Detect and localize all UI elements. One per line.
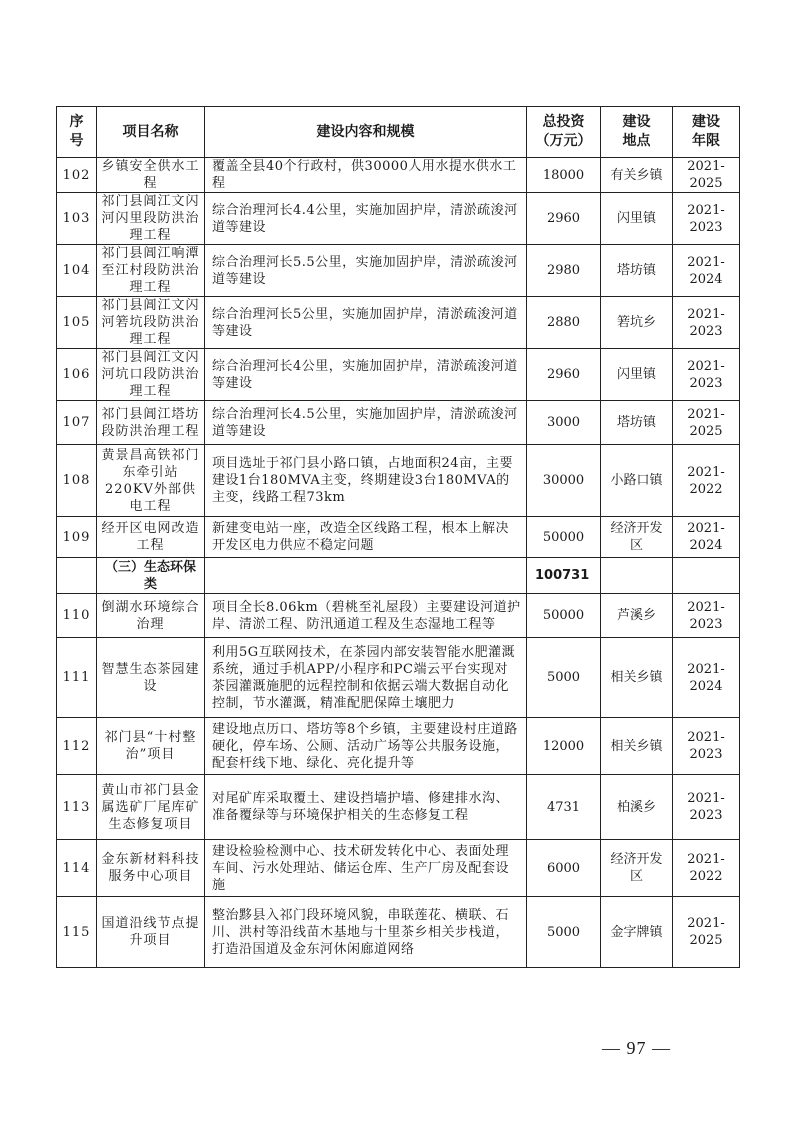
row-investment: 4731 — [527, 775, 601, 840]
category-empty-cell — [57, 558, 97, 594]
row-years: 2021-2023 — [673, 594, 740, 638]
row-name: 乡镇安全供水工程 — [97, 158, 205, 193]
row-years: 2021-2024 — [673, 245, 740, 297]
category-empty-cell — [601, 558, 673, 594]
row-content: 综合治理河长4.4公里，实施加固护岸，清淤疏浚河道等建设 — [205, 193, 527, 245]
row-years: 2021-2022 — [673, 445, 740, 517]
row-investment: 3000 — [527, 401, 601, 445]
table-header-row — [57, 107, 740, 158]
table-row — [57, 517, 740, 558]
row-seq: 115 — [57, 897, 97, 968]
header-name: 项目名称 — [97, 107, 205, 158]
row-content: 项目全长8.06km（碧桃至礼屋段）主要建设河道护岸、清淤工程、防汛通道工程及生态湿地工程等 — [205, 594, 527, 638]
row-name: 金东新材料科技服务中心项目 — [97, 840, 205, 897]
project-table — [56, 106, 740, 968]
row-location: 芦溪乡 — [601, 594, 673, 638]
row-location: 金字牌镇 — [601, 897, 673, 968]
row-name: 黄景昌高铁祁门东牵引站220KV外部供电工程 — [97, 445, 205, 517]
row-seq: 112 — [57, 718, 97, 775]
row-years: 2021-2023 — [673, 297, 740, 349]
row-investment: 5000 — [527, 638, 601, 718]
row-content: 综合治理河长5公里，实施加固护岸，清淤疏浚河道等建设 — [205, 297, 527, 349]
header-seq: 序 号 — [57, 107, 97, 158]
row-seq: 104 — [57, 245, 97, 297]
row-years: 2021-2023 — [673, 718, 740, 775]
table-row — [57, 445, 740, 517]
table-body — [57, 158, 740, 968]
category-label: （三）生态环保类 — [97, 558, 205, 594]
row-investment: 18000 — [527, 158, 601, 193]
row-content: 整治黟县入祁门段环境风貌，串联莲花、横联、石川、洪村等沿线苗木基地与十里茶乡相关步栈道，打造沿国道及金东河休闲廊道网络 — [205, 897, 527, 968]
row-seq: 107 — [57, 401, 97, 445]
header-years: 建设 年限 — [673, 107, 740, 158]
row-investment: 50000 — [527, 517, 601, 558]
row-years: 2021-2025 — [673, 897, 740, 968]
row-years: 2021-2025 — [673, 401, 740, 445]
header-location: 建设 地点 — [601, 107, 673, 158]
table-row — [57, 638, 740, 718]
table-row — [57, 775, 740, 840]
row-seq: 114 — [57, 840, 97, 897]
table-row — [57, 594, 740, 638]
row-seq: 108 — [57, 445, 97, 517]
table-row — [57, 245, 740, 297]
category-row — [57, 558, 740, 594]
row-name: 倒湖水环境综合治理 — [97, 594, 205, 638]
row-investment: 2880 — [527, 297, 601, 349]
row-investment: 5000 — [527, 897, 601, 968]
row-seq: 110 — [57, 594, 97, 638]
row-location: 塔坊镇 — [601, 401, 673, 445]
row-investment: 2980 — [527, 245, 601, 297]
row-content: 综合治理河长4公里，实施加固护岸，清淤疏浚河道等建设 — [205, 349, 527, 401]
row-name: 祁门县阊江文闪河箬坑段防洪治理工程 — [97, 297, 205, 349]
page-number: — 97 — — [602, 1038, 671, 1058]
row-name: 黄山市祁门县金属选矿厂尾库矿生态修复项目 — [97, 775, 205, 840]
row-years: 2021-2023 — [673, 349, 740, 401]
row-name: 祁门县阊江文闪河坑口段防洪治理工程 — [97, 349, 205, 401]
row-location: 相关乡镇 — [601, 718, 673, 775]
row-years: 2021-2024 — [673, 517, 740, 558]
row-content: 利用5G互联网技术，在茶园内部安装智能水肥灌溉系统，通过手机APP/小程序和PC端云平台实现对茶园灌溉施肥的远程控制和依据云端大数据自动化控制，节水灌溉，精准配肥保障土壤肥力 — [205, 638, 527, 718]
table-row — [57, 401, 740, 445]
row-name: 祁门县阊江塔坊段防洪治理工程 — [97, 401, 205, 445]
row-years: 2021-2022 — [673, 840, 740, 897]
row-seq: 109 — [57, 517, 97, 558]
row-content: 项目选址于祁门县小路口镇，占地面积24亩，主要建设1台180MVA主变，终期建设3台180MVA的主变，线路工程73km — [205, 445, 527, 517]
row-investment: 12000 — [527, 718, 601, 775]
table-row — [57, 297, 740, 349]
row-name: 智慧生态茶园建设 — [97, 638, 205, 718]
row-seq: 113 — [57, 775, 97, 840]
row-investment: 2960 — [527, 349, 601, 401]
row-years: 2021-2023 — [673, 775, 740, 840]
row-years: 2021-2025 — [673, 158, 740, 193]
row-location: 经济开发区 — [601, 517, 673, 558]
header-investment: 总投资 （万元） — [527, 107, 601, 158]
row-name: 经开区电网改造工程 — [97, 517, 205, 558]
row-content: 综合治理河长5.5公里，实施加固护岸，清淤疏浚河道等建设 — [205, 245, 527, 297]
category-empty-cell — [205, 558, 527, 594]
row-location: 塔坊镇 — [601, 245, 673, 297]
row-name: 祁门县“十村整治”项目 — [97, 718, 205, 775]
row-content: 新建变电站一座，改造全区线路工程，根本上解决开发区电力供应不稳定问题 — [205, 517, 527, 558]
row-location: 小路口镇 — [601, 445, 673, 517]
row-seq: 106 — [57, 349, 97, 401]
row-content: 对尾矿库采取覆土、建设挡墙护墙、修建排水沟、准备覆绿等与环境保护相关的生态修复工程 — [205, 775, 527, 840]
table-row — [57, 718, 740, 775]
category-total: 100731 — [527, 558, 601, 594]
row-seq: 111 — [57, 638, 97, 718]
table-row — [57, 897, 740, 968]
table-row — [57, 349, 740, 401]
row-location: 闪里镇 — [601, 193, 673, 245]
row-investment: 50000 — [527, 594, 601, 638]
table-row — [57, 193, 740, 245]
row-name: 国道沿线节点提升项目 — [97, 897, 205, 968]
row-location: 相关乡镇 — [601, 638, 673, 718]
table-row — [57, 840, 740, 897]
row-content: 覆盖全县40个行政村，供30000人用水提水供水工程 — [205, 158, 527, 193]
row-investment: 6000 — [527, 840, 601, 897]
row-content: 建设地点历口、塔坊等8个乡镇，主要建设村庄道路硬化，停车场、公厕、活动广场等公共服务设施，配套杆线下地、绿化、亮化提升等 — [205, 718, 527, 775]
row-seq: 102 — [57, 158, 97, 193]
row-location: 箬坑乡 — [601, 297, 673, 349]
row-years: 2021-2023 — [673, 193, 740, 245]
row-investment: 2960 — [527, 193, 601, 245]
row-name: 祁门县阊江文闪河闪里段防洪治理工程 — [97, 193, 205, 245]
row-name: 祁门县阊江响潭至江村段防洪治理工程 — [97, 245, 205, 297]
row-location: 有关乡镇 — [601, 158, 673, 193]
row-seq: 105 — [57, 297, 97, 349]
row-location: 经济开发区 — [601, 840, 673, 897]
row-seq: 103 — [57, 193, 97, 245]
table-row — [57, 158, 740, 193]
row-content: 综合治理河长4.5公里，实施加固护岸，清淤疏浚河道等建设 — [205, 401, 527, 445]
row-investment: 30000 — [527, 445, 601, 517]
row-location: 闪里镇 — [601, 349, 673, 401]
category-empty-cell — [673, 558, 740, 594]
header-content: 建设内容和规模 — [205, 107, 527, 158]
row-years: 2021-2024 — [673, 638, 740, 718]
row-content: 建设检验检测中心、技术研发转化中心、表面处理车间、污水处理站、储运仓库、生产厂房及配套设施 — [205, 840, 527, 897]
row-location: 柏溪乡 — [601, 775, 673, 840]
